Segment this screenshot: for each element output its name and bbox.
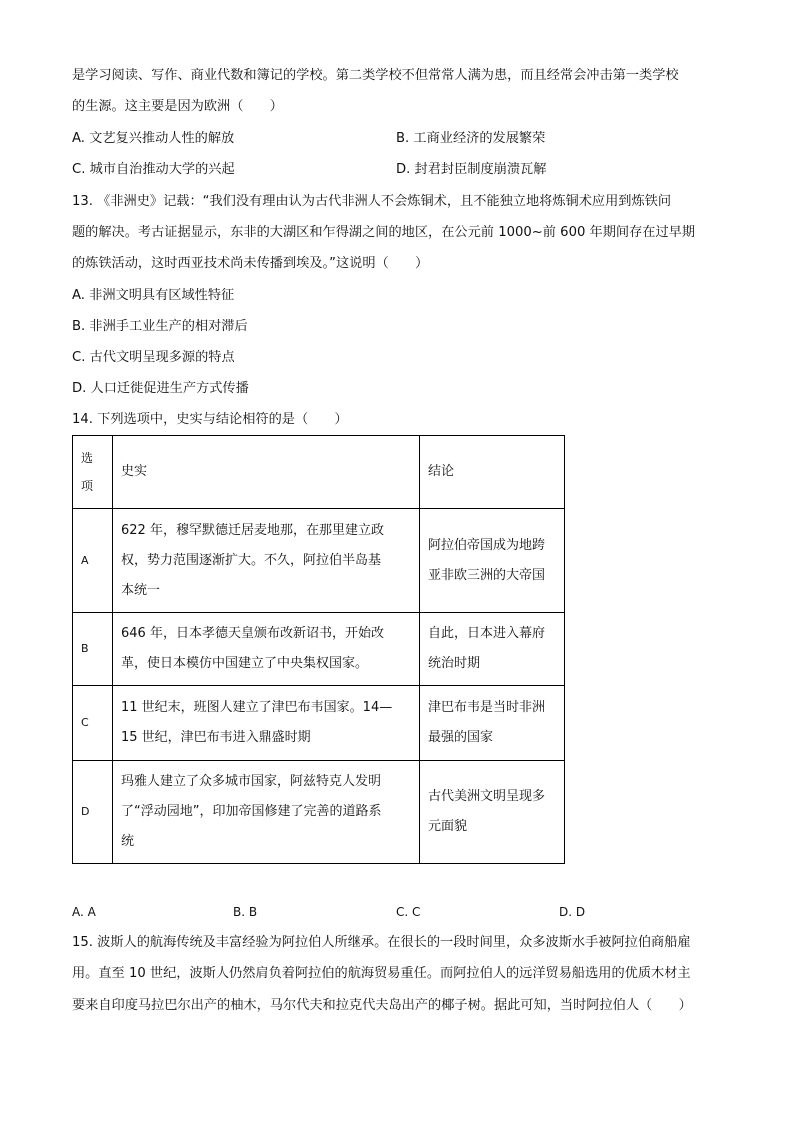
table-row xyxy=(73,761,565,864)
q14-option-c: C. C xyxy=(396,905,421,919)
header-conclusion-cell: 结论 xyxy=(420,436,565,509)
table-row xyxy=(73,509,565,613)
q14-stem: 14. 下列选项中，史实与结论相符的是（ ） xyxy=(72,412,348,427)
fact-line: 本统一 xyxy=(121,582,161,598)
conclusion-line: 统治时期 xyxy=(428,656,481,671)
fact-line: 622 年，穆罕默德迁居麦地那，在那里建立政 xyxy=(121,522,384,538)
fact-line: 统 xyxy=(121,834,135,849)
row-fact-cell xyxy=(113,761,420,864)
fact-line: 646 年，日本孝德天皇颁布改新诏书，开始改 xyxy=(121,626,384,641)
conclusion-line: 阿拉伯帝国成为地跨 xyxy=(428,537,546,553)
q13-stem-line-3: 的炼铁活动，这时西亚技术尚未传播到埃及。”这说明（ ） xyxy=(72,256,429,271)
q13-option-d: D. 人口迁徙促进生产方式传播 xyxy=(72,381,249,396)
row-conclusion-cell xyxy=(420,761,565,864)
row-option-label: D xyxy=(73,761,113,864)
table-header-row xyxy=(73,436,565,509)
row-conclusion-cell xyxy=(420,613,565,686)
q14-table xyxy=(72,435,565,864)
table-row xyxy=(73,613,565,686)
q12-stem-line-1: 是学习阅读、写作、商业代数和簿记的学校。第二类学校不但常常人满为患，而且经常会冲击第一类学校 xyxy=(72,68,679,83)
q12-stem-line-2: 的生源。这主要是因为欧洲（ ） xyxy=(72,99,283,114)
row-conclusion-cell xyxy=(420,509,565,613)
conclusion-line: 津巴布韦是当时非洲 xyxy=(428,700,546,715)
fact-line: 玛雅人建立了众多城市国家，阿兹特克人发明 xyxy=(121,774,382,789)
q13-option-c: C. 古代文明呈现多源的特点 xyxy=(72,350,235,365)
q15-stem-line-2: 用。直至 10 世纪，波斯人仍然肩负着阿拉伯的航海贸易重任。而阿拉伯人的远洋贸易船选用的优质木材主 xyxy=(72,966,691,981)
fact-line: 了“浮动园地”，印加帝国修建了完善的道路系 xyxy=(121,804,382,819)
q15-stem-line-1: 15. 波斯人的航海传统及丰富经验为阿拉伯人所继承。在很长的一段时间里，众多波斯水手被阿拉伯商船雇 xyxy=(72,935,691,950)
row-conclusion-cell xyxy=(420,686,565,761)
row-fact-cell xyxy=(113,613,420,686)
row-fact-cell xyxy=(113,509,420,613)
q12-option-d: D. 封君封臣制度崩溃瓦解 xyxy=(396,162,547,177)
header-option-char-2: 项 xyxy=(81,479,94,493)
q12-option-b: B. 工商业经济的发展繁荣 xyxy=(396,131,546,146)
conclusion-line: 元面貌 xyxy=(428,819,468,834)
q13-stem-line-2: 题的解决。考古证据显示，东非的大湖区和乍得湖之间的地区，在公元前 1000~前 600 年期间存在过早期 xyxy=(72,225,696,240)
conclusion-line: 最强的国家 xyxy=(428,730,494,745)
q13-option-a: A. 非洲文明具有区域性特征 xyxy=(72,288,235,303)
row-option-label: B xyxy=(73,613,113,686)
row-option-label: A xyxy=(73,509,113,613)
conclusion-line: 亚非欧三洲的大帝国 xyxy=(428,567,546,583)
header-option-char-1: 选 xyxy=(81,451,94,465)
conclusion-line: 古代美洲文明呈现多 xyxy=(428,789,546,804)
header-fact-cell: 史实 xyxy=(113,436,420,509)
q14-option-d: D. D xyxy=(559,905,586,919)
q12-option-a: A. 文艺复兴推动人性的解放 xyxy=(72,131,235,146)
fact-line: 15 世纪，津巴布韦进入鼎盛时期 xyxy=(121,730,311,745)
q13-stem-line-1: 13. 《非洲史》记载：“我们没有理由认为古代非洲人不会炼铜术，且不能独立地将炼铜术应用到炼铁问 xyxy=(72,194,672,209)
q14-option-b: B. B xyxy=(233,905,258,919)
q14-option-a: A. A xyxy=(72,905,96,919)
table-row xyxy=(73,686,565,761)
q12-option-c: C. 城市自治推动大学的兴起 xyxy=(72,162,235,177)
row-option-label: C xyxy=(73,686,113,761)
header-option-cell xyxy=(73,436,113,509)
q13-option-b: B. 非洲手工业生产的相对滞后 xyxy=(72,319,248,334)
fact-line: 11 世纪末，班图人建立了津巴布韦国家。14— xyxy=(121,700,393,715)
fact-line: 权，势力范围逐渐扩大。不久，阿拉伯半岛基 xyxy=(121,552,382,568)
row-fact-cell xyxy=(113,686,420,761)
q15-stem-line-3: 要来自印度马拉巴尔出产的柚木，马尔代夫和拉克代夫岛出产的椰子树。据此可知，当时阿拉伯人（ ） xyxy=(72,998,692,1013)
fact-line: 革，使日本模仿中国建立了中央集权国家。 xyxy=(121,656,369,671)
conclusion-line: 自此，日本进入幕府 xyxy=(428,626,546,641)
